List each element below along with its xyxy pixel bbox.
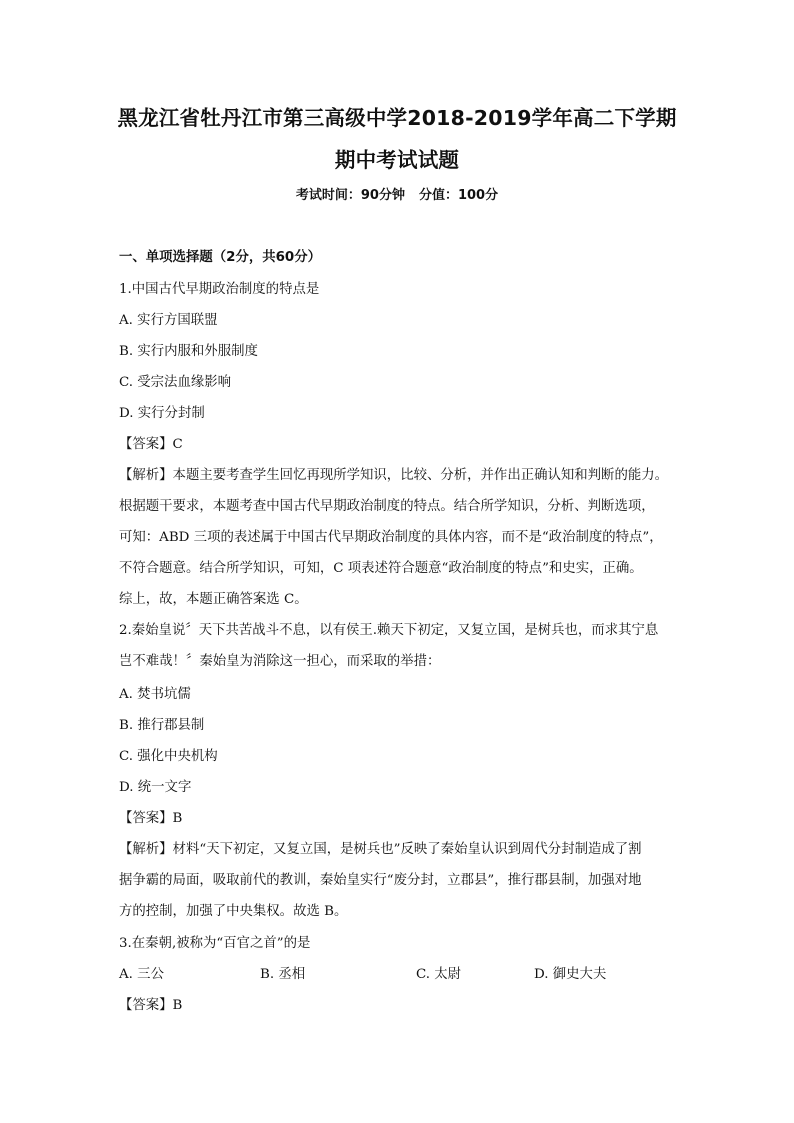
q2-answer: 【答案】B — [119, 811, 183, 826]
q1-analysis-line: 综上，故，本题正确答案选 C。 — [119, 592, 308, 607]
q3-stem: 3.在秦朝,被称为“百官之首”的是 — [119, 936, 311, 951]
q1-answer: 【答案】C — [119, 437, 183, 452]
section-heading: 一、单项选择题（2分，共60分） — [119, 250, 322, 265]
q1-analysis-line: 可知：ABD 三项的表述属于中国古代早期政治制度的具体内容，而不是“政治制度的特点”， — [119, 530, 663, 545]
q1-analysis-line: 【解析】本题主要考查学生回忆再现所学知识，比较、分析，并作出正确认知和判断的能力。 — [119, 468, 669, 483]
document-title-line2: 期中考试试题 — [334, 148, 460, 172]
q2-stem-line: 岂不难哉！〞秦始皇为消除这一担心，而采取的举措： — [119, 654, 441, 669]
q3-option-c: C. 太尉 — [416, 967, 462, 982]
q3-option-d: D. 御史大夫 — [534, 967, 607, 982]
q1-analysis-line: 根据题干要求，本题考查中国古代早期政治制度的特点。结合所学知识，分析、判断选项， — [119, 499, 655, 514]
q3-option-a: A. 三公 — [119, 967, 164, 982]
q1-analysis-line: 不符合题意。结合所学知识，可知，C 项表述符合题意“政治制度的特点”和史实，正确。 — [119, 561, 643, 576]
q2-analysis-line: 方的控制，加强了中央集权。故选 B。 — [119, 904, 348, 919]
exam-score: 分值：100分 — [418, 188, 499, 203]
q2-analysis-line: 据争霸的局面，吸取前代的教训，秦始皇实行“废分封，立郡县”，推行郡县制，加强对地 — [119, 873, 642, 888]
q1-option-a: A. 实行方国联盟 — [119, 313, 218, 328]
q3-options-row — [119, 965, 681, 985]
q2-stem-line: 2.秦始皇说〞天下共苦战斗不息，以有侯王.赖天下初定，又复立国，是树兵也，而求其宁息 — [119, 623, 659, 638]
q2-option-c: C. 强化中央机构 — [119, 749, 218, 764]
q2-option-d: D. 统一文字 — [119, 780, 192, 795]
q2-option-b: B. 推行郡县制 — [119, 718, 205, 733]
q2-option-a: A. 焚书坑儒 — [119, 687, 191, 702]
q1-option-d: D. 实行分封制 — [119, 406, 205, 421]
q2-analysis-line: 【解析】材料“天下初定，又复立国，是树兵也”反映了秦始皇认识到周代分封制造成了割 — [119, 842, 642, 857]
document-title-line1: 黑龙江省牡丹江市第三高级中学2018-2019学年高二下学期 — [117, 106, 677, 130]
q1-option-c: C. 受宗法血缘影响 — [119, 375, 232, 390]
q1-stem: 1.中国古代早期政治制度的特点是 — [119, 282, 320, 297]
q3-answer: 【答案】B — [119, 998, 183, 1013]
q3-option-b: B. 丞相 — [260, 967, 306, 982]
q1-option-b: B. 实行内服和外服制度 — [119, 344, 258, 359]
exam-time: 考试时间：90分钟 — [295, 188, 405, 203]
exam-meta — [60, 186, 734, 206]
